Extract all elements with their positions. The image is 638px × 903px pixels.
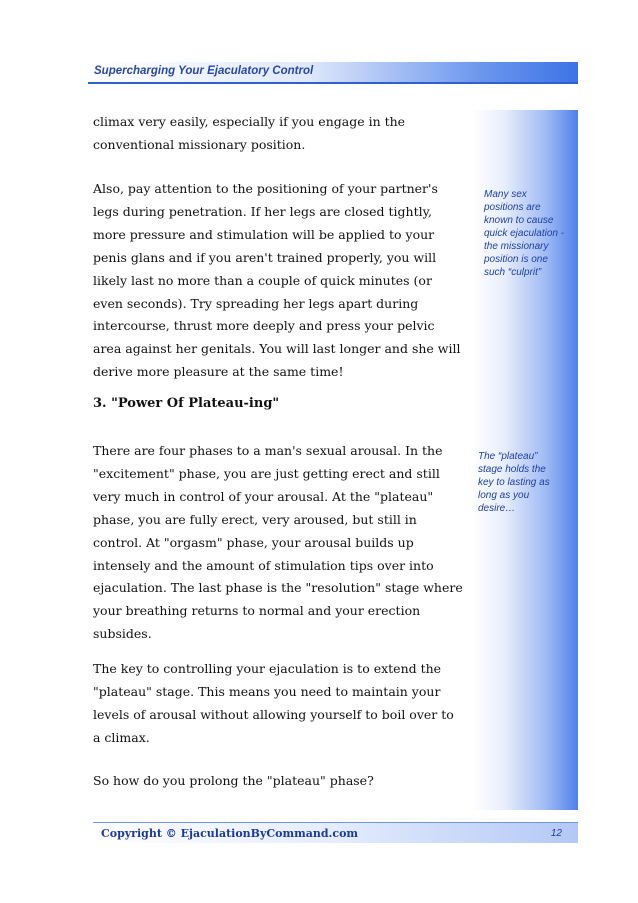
text-line: intensely and the amount of stimulation tips over into	[93, 557, 434, 573]
margin-note-2	[478, 450, 550, 515]
copyright-text: Copyright © EjaculationByCommand.com	[101, 827, 359, 840]
text-line: your breathing returns to normal and your erection	[93, 603, 421, 619]
text-line: legs during penetration. If her legs are closed tightly,	[93, 203, 432, 219]
text-line: penis glans and if you aren't trained properly, you will	[93, 249, 437, 265]
text-line: subsides.	[93, 626, 152, 642]
note-line: position is one	[484, 254, 548, 265]
page-footer	[93, 822, 578, 843]
text-line: intercourse, thrust more deeply and press your pelvic	[93, 318, 435, 334]
note-line: quick ejaculation -	[484, 228, 565, 239]
note-line: desire…	[478, 503, 516, 514]
text-line: The key to controlling your ejaculation is to extend the	[93, 661, 442, 676]
text-line: Also, pay attention to the positioning of your partner's	[93, 181, 438, 196]
text-line: derive more pleasure at the same time!	[93, 364, 344, 380]
paragraph	[93, 111, 438, 157]
note-line: positions are	[484, 202, 541, 213]
note-line: The “plateau”	[478, 451, 538, 462]
margin-note-1	[484, 188, 564, 279]
note-line: stage holds the	[478, 464, 546, 475]
text-line: "excitement" phase, you are just getting erect and still	[93, 465, 440, 481]
text-line: "plateau" stage. This means you need to maintain your	[93, 683, 441, 699]
header-title: Supercharging Your Ejaculatory Control	[94, 65, 314, 77]
text-line: phase, you are fully erect, very aroused, but still in	[93, 511, 417, 527]
note-line: key to lasting as	[478, 477, 550, 488]
text-line: control. At "orgasm" phase, your arousal builds up	[93, 534, 414, 550]
text-line: conventional missionary position.	[93, 136, 306, 152]
text-line: very much in control of your arousal. At the "plateau"	[93, 488, 434, 504]
text-line: levels of arousal without allowing yourself to boil over to	[93, 706, 454, 722]
page-header	[88, 62, 578, 84]
note-line: known to cause	[484, 215, 554, 226]
paragraph	[93, 178, 461, 384]
text-line: more pressure and stimulation will be applied to your	[93, 226, 435, 242]
note-line: long as you	[478, 490, 530, 501]
note-line: such “culprit”	[484, 267, 542, 278]
text-line: ejaculation. The last phase is the "resolution" stage where	[93, 580, 463, 596]
section-heading: 3. "Power Of Plateau-ing"	[93, 396, 280, 411]
text-line: There are four phases to a man's sexual arousal. In the	[93, 443, 443, 458]
text-line: climax very easily, especially if you engage in the	[93, 114, 406, 129]
page-number: 12	[550, 828, 562, 839]
note-line: Many sex	[484, 189, 527, 200]
text-line: a climax.	[93, 729, 150, 745]
paragraph	[93, 658, 454, 750]
text-line: So how do you prolong the "plateau" phase?	[93, 773, 374, 788]
paragraph	[93, 440, 463, 646]
text-line: likely last no more than a couple of quick minutes (or	[93, 272, 432, 288]
text-line: area against her genitals. You will last longer and she will	[93, 341, 461, 357]
note-line: the missionary	[484, 241, 549, 252]
paragraph	[93, 770, 438, 793]
text-line: even seconds). Try spreading her legs apart during	[93, 295, 419, 311]
